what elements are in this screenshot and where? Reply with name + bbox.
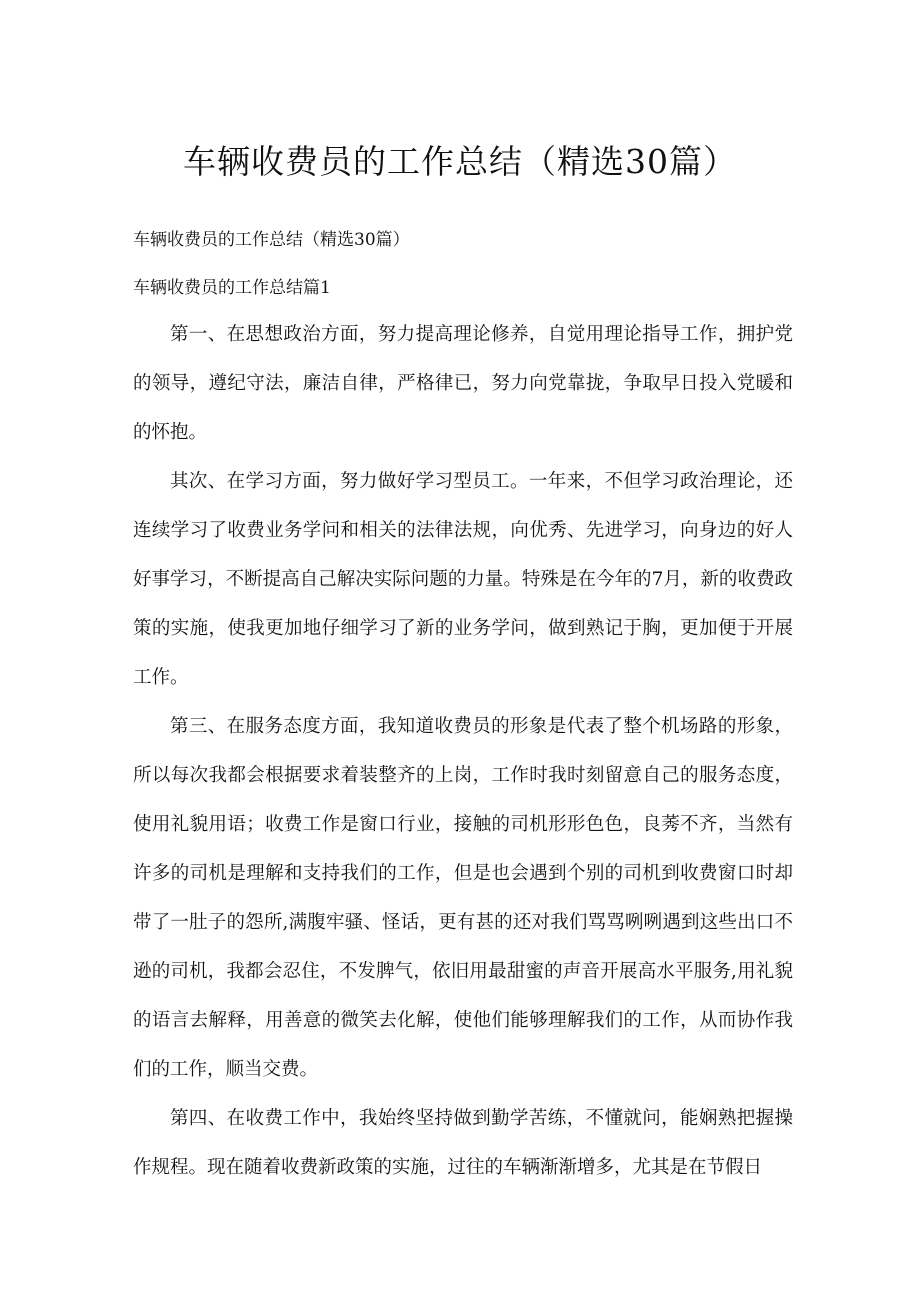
paragraph-2: 其次、在学习方面，努力做好学习型员工。一年来，不但学习政治理论，还连续学习了收费业务学问和相关的法律法规，向优秀、先进学习，向身边的好人好事学习，不断提高自己解决实际问题的力量。特殊是在今年的7月，新的收费政策的实施，使我更加地仔细学习了新的业务学问，做到熟记于胸，更加便于开展工作。 (133, 471, 793, 688)
paragraph-1: 第一、在思想政治方面，努力提高理论修养，自觉用理论指导工作，拥护党的领导，遵纪守法，廉洁自律，严格律已，努力向党靠拢，争取早日投入党暖和的怀抱。 (133, 324, 793, 443)
paragraph-4: 第四、在收费工作中，我始终坚持做到勤学苦练，不懂就问，能娴熟把握操作规程。现在随着收费新政策的实施，过往的车辆渐渐增多，尤其是在节假日 (133, 1108, 793, 1178)
document-subtitle: 车辆收费员的工作总结（精选30篇） (133, 230, 410, 250)
section-heading: 车辆收费员的工作总结篇1 (133, 278, 331, 298)
paragraph-3: 第三、在服务态度方面，我知道收费员的形象是代表了整个机场路的形象，所以每次我都会根据要求着装整齐的上岗，工作时我时刻留意自己的服务态度，使用礼貌用语；收费工作是窗口行业，接触的司机形形色色，良莠不齐，当然有许多的司机是理解和支持我们的工作，但是也会遇到个别的司机到收费窗口时却带了一肚子的怨所,满腹牢骚、怪话，更有甚的还对我们骂骂咧咧遇到这些出口不逊的司机，我都会忍住，不发脾气，依旧用最甜蜜的声音开展高水平服务,用礼貌的语言去解释，用善意的微笑去化解，使他们能够理解我们的工作，从而协作我们的工作，顺当交费。 (133, 716, 793, 1080)
document-title: 车辆收费员的工作总结（精选30篇） (183, 142, 737, 181)
